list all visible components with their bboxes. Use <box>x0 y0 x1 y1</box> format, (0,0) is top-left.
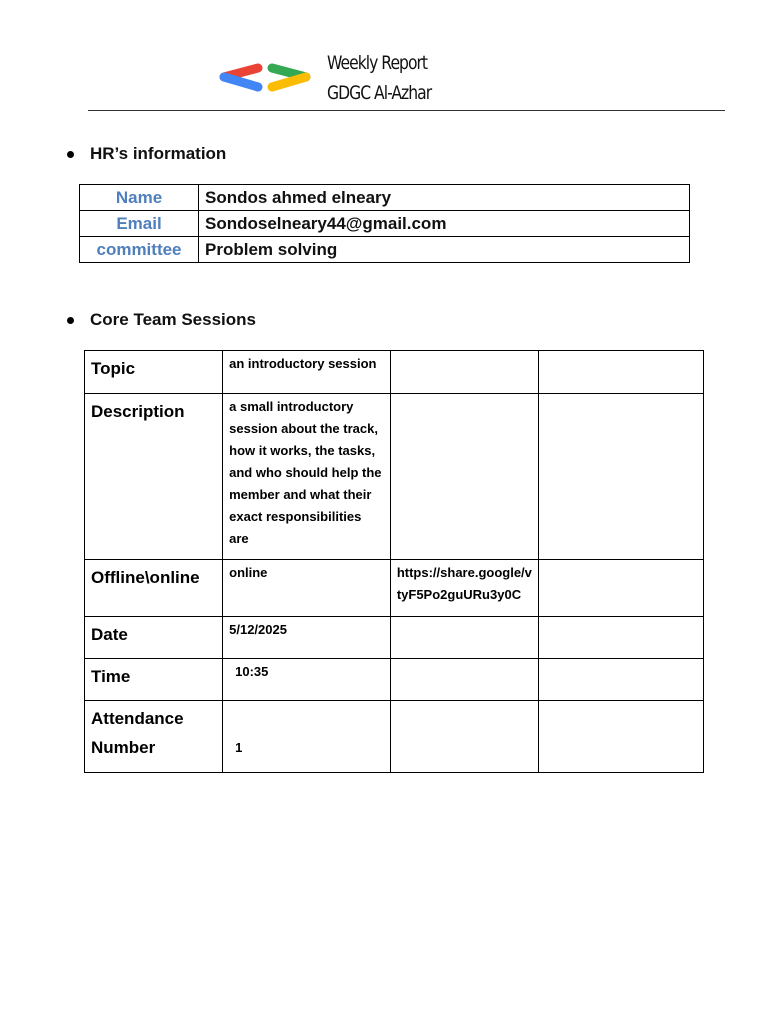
table-row <box>85 394 704 560</box>
row-empty-cell <box>539 351 704 394</box>
row-empty-cell <box>539 659 704 701</box>
row-value-topic: an introductory session <box>223 351 391 394</box>
header-divider <box>88 110 725 111</box>
row-label-attendance: Attendance Number <box>85 701 223 773</box>
row-value-attendance-cell <box>223 701 391 773</box>
row-empty-cell <box>539 560 704 617</box>
report-title <box>327 48 431 108</box>
row-value-time: 10:35 <box>235 664 269 679</box>
table-row <box>85 560 704 617</box>
row-value-time-cell <box>223 659 391 701</box>
table-row <box>85 659 704 701</box>
hr-section-title: HR’s information <box>90 144 227 163</box>
hr-value-email: Sondoselneary44@gmail.com <box>199 211 690 237</box>
table-row <box>85 701 704 773</box>
table-row <box>85 351 704 394</box>
session-link[interactable]: https://share.google/vtyF5Po2guURu3y0C <box>390 560 538 617</box>
bullet-icon <box>67 317 74 324</box>
table-row <box>80 237 690 263</box>
hr-section-heading <box>67 144 226 164</box>
bullet-icon <box>67 151 74 158</box>
row-extra-attendance <box>390 701 538 773</box>
table-row <box>80 211 690 237</box>
hr-label-email: Email <box>80 211 199 237</box>
core-section-heading <box>67 310 256 330</box>
core-sessions-table <box>84 350 704 773</box>
row-label-mode: Offline\online <box>85 560 223 617</box>
row-empty-cell <box>539 701 704 773</box>
row-label-topic: Topic <box>85 351 223 394</box>
row-empty-cell <box>539 394 704 560</box>
row-value-mode: online <box>223 560 391 617</box>
row-extra-description <box>390 394 538 560</box>
hr-label-committee: committee <box>80 237 199 263</box>
hr-value-name: Sondos ahmed elneary <box>199 185 690 211</box>
row-label-description: Description <box>85 394 223 560</box>
row-value-description: a small introductory session about the track, how it works, the tasks, and who should help the member and what their exact responsibilities are <box>223 394 391 560</box>
row-extra-time <box>390 659 538 701</box>
row-extra-topic <box>390 351 538 394</box>
row-value-date: 5/12/2025 <box>223 617 391 659</box>
row-empty-cell <box>539 617 704 659</box>
report-title-line2: GDGC Al-Azhar <box>327 82 432 104</box>
gdg-chevrons-icon <box>214 62 314 96</box>
hr-value-committee: Problem solving <box>199 237 690 263</box>
table-row <box>85 617 704 659</box>
hr-info-table <box>79 184 690 263</box>
row-value-attendance: 1 <box>235 740 243 755</box>
hr-label-name: Name <box>80 185 199 211</box>
core-section-title: Core Team Sessions <box>90 310 256 329</box>
row-label-time: Time <box>85 659 223 701</box>
row-extra-date <box>390 617 538 659</box>
report-title-line1: Weekly Report <box>327 52 428 74</box>
table-row <box>80 185 690 211</box>
row-label-date: Date <box>85 617 223 659</box>
